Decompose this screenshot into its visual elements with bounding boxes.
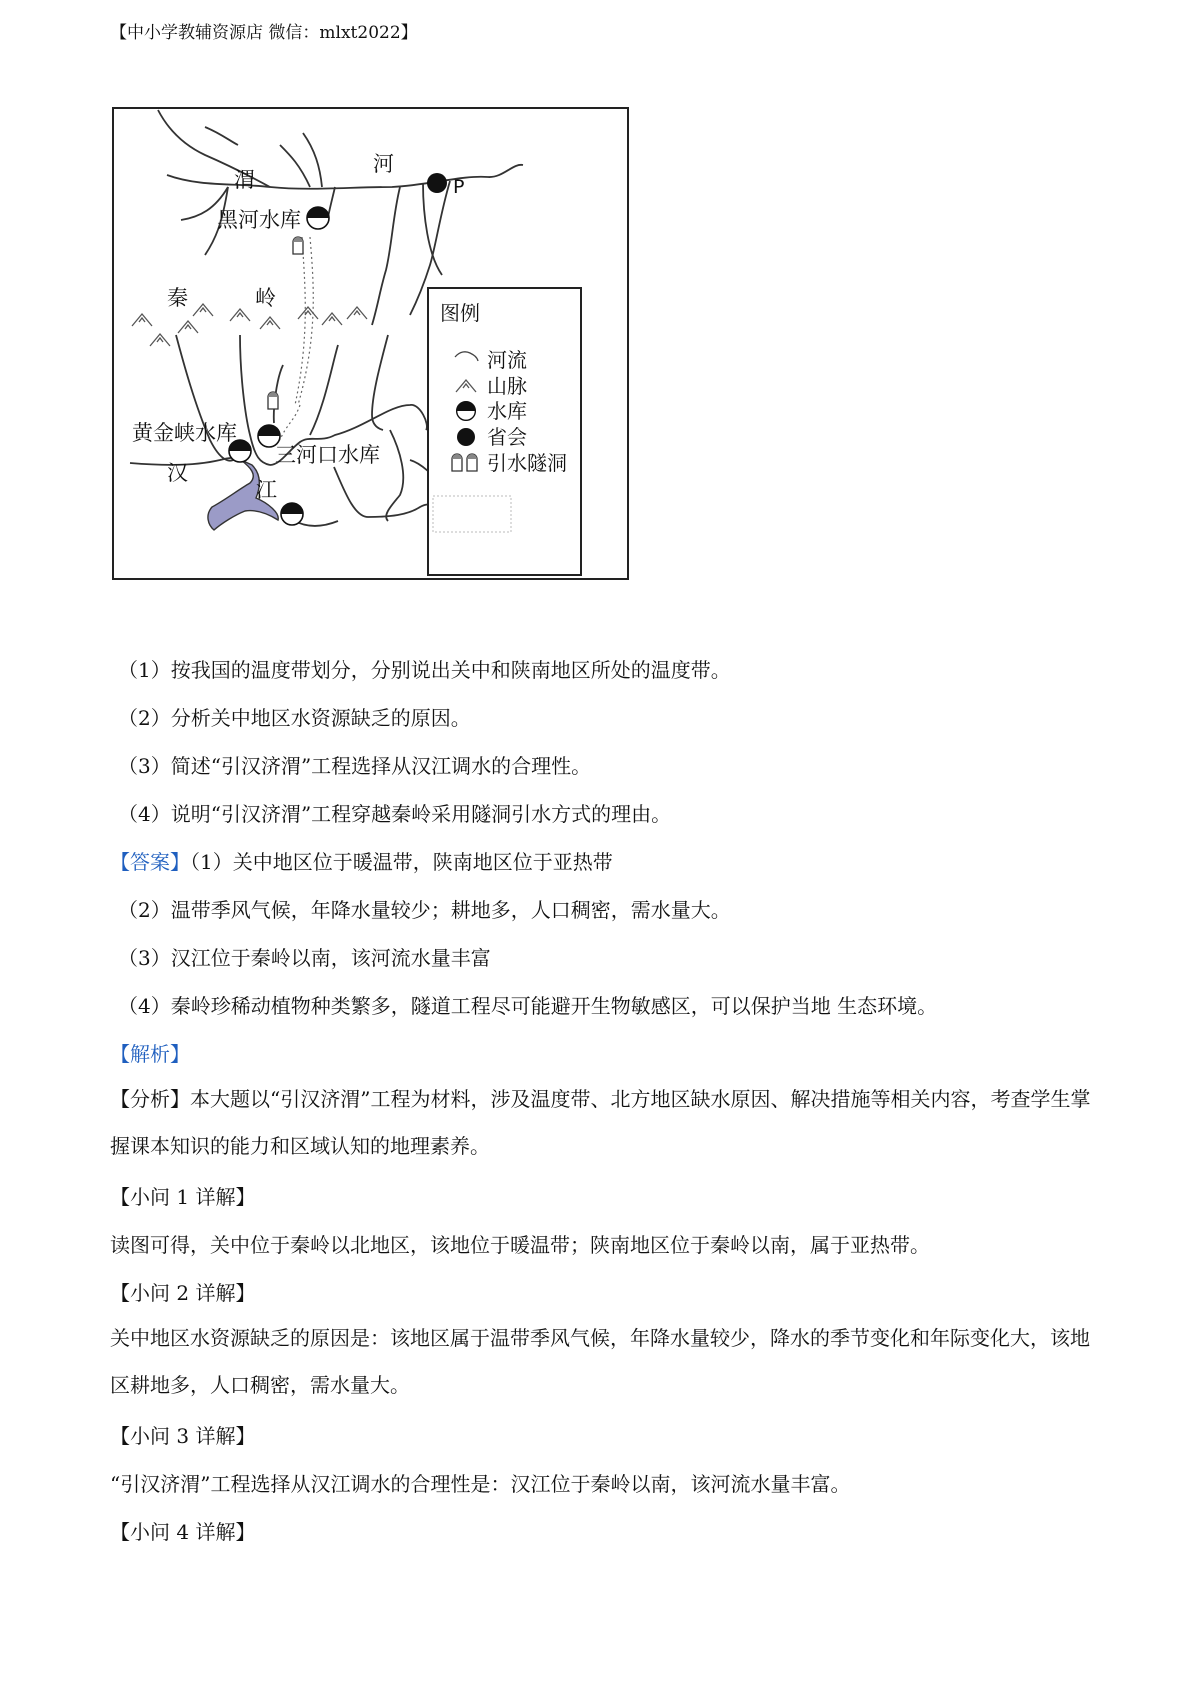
answer-4: （4）秦岭珍稀动植物种类繁多，隧道工程尽可能避开生物敏感区，可以保护当地 生态环境。 xyxy=(118,994,938,1018)
question-4: （4）说明“引汉济渭”工程穿越秦岭采用隧洞引水方式的理由。 xyxy=(118,802,672,826)
tunnel-portal-south xyxy=(268,392,278,409)
legend-label-capital: 省会 xyxy=(487,425,527,449)
label-heihe-reservoir: 黑河水库 xyxy=(217,208,301,232)
answer-tag: 【答案】 xyxy=(110,850,190,874)
answer-line-1 xyxy=(110,848,613,876)
label-wei: 渭 xyxy=(234,168,255,192)
sub-question-3-title: 【小问 3 详解】 xyxy=(110,1424,256,1448)
page-header: 【中小学教辅资源店 微信：mlxt2022】 xyxy=(110,23,418,43)
sub-question-2-title: 【小问 2 详解】 xyxy=(110,1281,256,1305)
question-2: （2）分析关中地区水资源缺乏的原因。 xyxy=(118,706,471,730)
sub-question-3-text: “引汉济渭”工程选择从汉江调水的合理性是：汉江位于秦岭以南，该河流水量丰富。 xyxy=(110,1472,851,1496)
legend-label-tunnel: 引水隧洞 xyxy=(487,451,567,475)
sub-question-1-title: 【小问 1 详解】 xyxy=(110,1185,256,1209)
question-3: （3）简述“引汉济渭”工程选择从汉江调水的合理性。 xyxy=(118,754,592,778)
question-1: （1）按我国的温度带划分，分别说出关中和陕南地区所处的温度带。 xyxy=(118,658,731,682)
answer-3: （3）汉江位于秦岭以南，该河流水量丰富 xyxy=(118,946,491,970)
map-legend xyxy=(428,288,581,575)
label-jiang: 江 xyxy=(256,478,277,502)
heihe-reservoir-symbol xyxy=(307,207,329,229)
capital-p-symbol xyxy=(427,173,447,193)
analysis-fenxi: 【分析】本大题以“引汉济渭”工程为材料，涉及温度带、北方地区缺水原因、解决措施等相关内容，考查学生掌握课本知识的能力和区域认知的地理素养。 xyxy=(110,1087,1091,1158)
legend-label-reservoir: 水库 xyxy=(487,399,527,423)
legend-label-mountain: 山脉 xyxy=(487,374,527,398)
capital-icon xyxy=(457,428,475,446)
tunnel-portal-north xyxy=(293,237,303,254)
sub-question-4-title: 【小问 4 详解】 xyxy=(110,1520,256,1544)
reservoir-symbol xyxy=(281,503,303,525)
label-huangjinxia-reservoir: 黄金峡水库 xyxy=(132,421,237,445)
label-he: 河 xyxy=(373,152,394,176)
label-ling: 岭 xyxy=(255,286,276,310)
label-p: P xyxy=(453,176,465,198)
sub-question-1-text: 读图可得，关中位于秦岭以北地区，该地位于暖温带；陕南地区位于秦岭以南，属于亚热带。 xyxy=(110,1233,930,1257)
reservoir-icon xyxy=(457,402,476,421)
label-sanhekou-reservoir: 三河口水库 xyxy=(275,443,380,467)
answer-1: （1）关中地区位于暖温带，陕南地区位于亚热带 xyxy=(190,850,613,874)
legend-title: 图例 xyxy=(440,301,480,325)
map-figure xyxy=(110,105,634,583)
answer-2: （2）温带季风气候，年降水量较少；耕地多，人口稠密，需水量大。 xyxy=(118,898,731,922)
sub-question-2-text: 关中地区水资源缺乏的原因是：该地区属于温带季风气候，年降水量较少，降水的季节变化和年际变化大，该地区耕地多，人口稠密，需水量大。 xyxy=(110,1326,1090,1397)
map-svg xyxy=(110,105,634,583)
label-qin: 秦 xyxy=(167,286,188,310)
legend-label-river: 河流 xyxy=(487,348,527,372)
label-han: 汉 xyxy=(167,461,188,485)
analysis-tag: 【解析】 xyxy=(110,1042,190,1066)
